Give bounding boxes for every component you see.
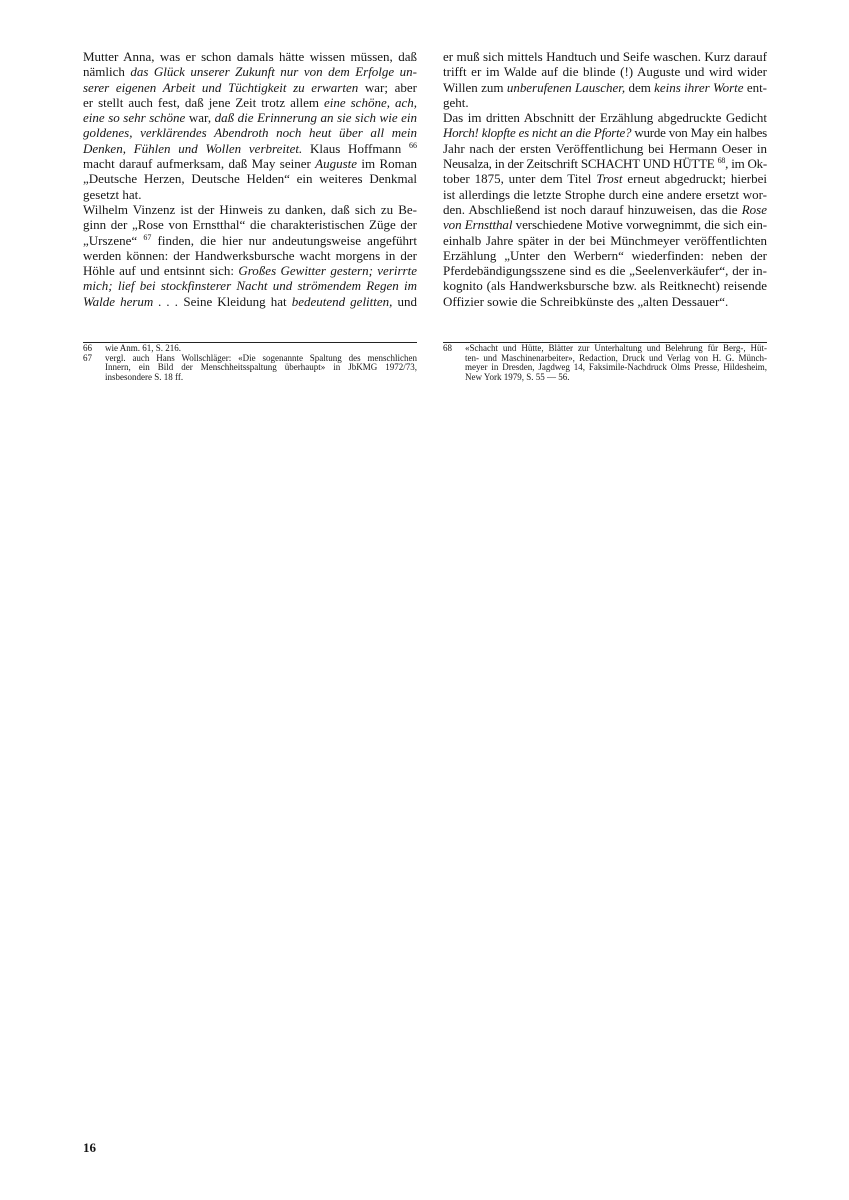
text-line: [443, 248, 767, 263]
text-run: Mutter Anna, was er schon damals hätte wissen müssen, daß: [83, 49, 417, 64]
text-run: Willen zum: [443, 79, 507, 95]
emphasized-text: von Ernstthal: [443, 217, 513, 233]
text-line: [443, 156, 767, 171]
text-run: er stellt auch fest, daß jene Zeit trotz allem: [83, 94, 324, 110]
left-text-column: [83, 49, 417, 309]
text-line: [83, 294, 417, 309]
text-run: dem: [625, 79, 655, 95]
text-run: erneut abgedruckt; hierbei: [622, 171, 767, 187]
text-run: Das im dritten Abschnitt der Erzählung abgedruckte Gedicht: [443, 110, 767, 126]
text-run: war,: [185, 110, 215, 126]
text-line: [443, 233, 767, 248]
text-run: gesetzt hat.: [83, 186, 142, 202]
text-line: [83, 248, 417, 263]
footnotes-left: [83, 344, 417, 382]
text-line: [443, 110, 767, 125]
text-run: Höhle auf und entsinnt sich:: [83, 263, 239, 279]
text-line: [83, 278, 417, 293]
emphasized-text: unberufenen Lauscher,: [506, 79, 626, 95]
text-line: [443, 95, 767, 110]
emphasized-text: Rose: [741, 201, 767, 217]
text-run: tober 1875, unter dem Titel: [443, 171, 597, 187]
page-number: 16: [83, 1140, 96, 1155]
text-run: ginn der „Rose von Ernstthal“ die charakteristischen Züge der: [83, 217, 417, 233]
text-run: Seine Kleidung hat: [178, 293, 292, 309]
text-run: , im Ok-: [725, 156, 768, 172]
footnote-line: ten- und Maschinenarbeiter», Redaction, Druck und Verlag von H. G. Münch-: [465, 352, 767, 363]
emphasized-text: keins ihrer Worte: [654, 79, 744, 95]
text-line: [83, 110, 417, 125]
footnote-reference: 68: [717, 156, 726, 166]
text-line: [83, 95, 417, 110]
footnote-number: 67: [83, 352, 92, 363]
emphasized-text: Großes Gewitter gestern; verirrte: [238, 263, 417, 279]
emphasized-text: Denken, Fühlen und Wollen verbreitet.: [83, 140, 303, 156]
text-run: trifft er im Walde auf die blinde (!) Auguste und wird wider: [443, 64, 767, 80]
paragraph: [83, 202, 417, 309]
footnote-text: [105, 354, 417, 383]
text-run: und: [392, 293, 417, 309]
text-run: Wilhelm Vinzenz ist der Hinweis zu danken, daß sich zu Be-: [83, 201, 417, 217]
footnote-line: «Schacht und Hütte, Blätter zur Unterhaltung und Belehrung für Berg-, Hüt-: [465, 343, 767, 353]
footnote-line: Innern, ein Bild der Menschheitsspaltung überhaupt» in JbKMG 1972/73,: [105, 362, 417, 372]
text-run: Neusalza, in der Zeitschrift SCHACHT UND HÜTTE: [443, 156, 718, 172]
text-line: [83, 125, 417, 140]
text-run: Klaus Hoffmann: [302, 140, 409, 156]
text-run: ent-: [743, 79, 767, 95]
footnote-text: [465, 344, 767, 382]
text-line: [443, 64, 767, 79]
paragraph: [443, 110, 767, 309]
footnote-line: New York 1979, S. 55 — 56.: [465, 371, 570, 382]
text-line: [83, 156, 417, 171]
right-text-column: [443, 49, 767, 309]
footnote: [83, 354, 417, 383]
emphasized-text: Trost: [596, 171, 623, 187]
emphasized-text: das Glück unserer Zukunft nur von dem Erfolge un-: [130, 64, 417, 80]
text-line: [443, 278, 767, 293]
emphasized-text: Walde herum . . .: [83, 293, 179, 309]
footnotes-right: [443, 344, 767, 382]
text-line: [83, 49, 417, 64]
text-line: [83, 217, 417, 232]
text-run: war; aber: [358, 79, 417, 95]
emphasized-text: eine so sehr schöne: [83, 110, 186, 126]
footnote: [443, 344, 767, 382]
footnote-line: vergl. auch Hans Wollschläger: «Die sogenannte Spaltung des menschlichen: [105, 352, 417, 363]
emphasized-text: Horch! klopfte es nicht an die Pforte?: [443, 125, 632, 141]
text-run: im Roman: [357, 156, 418, 172]
text-line: [443, 202, 767, 217]
text-run: ist allerdings die letzte Strophe durch eine andere ersetzt wor-: [443, 186, 767, 202]
paragraph: [83, 49, 417, 202]
text-line: [443, 217, 767, 232]
emphasized-text: daß die Erinnerung an sie sich wie ein: [214, 110, 418, 126]
text-line: [83, 64, 417, 79]
text-line: [443, 49, 767, 64]
text-line: [443, 171, 767, 186]
emphasized-text: eine schöne, ach,: [323, 94, 417, 110]
text-run: Jahr nach der ersten Veröffentlichung bei Hermann Oeser in: [443, 140, 767, 156]
text-run: Pferdebändigungsszene sind es die „Seelenverkäufer“, der in-: [443, 263, 767, 279]
text-line: [443, 141, 767, 156]
text-run: werden können: der Handwerksbursche wacht morgens in der: [83, 247, 417, 263]
text-line: [83, 202, 417, 217]
text-run: Erzählung „Unter den Werbern“ wiederfinden: neben der: [443, 247, 767, 263]
text-run: verschiedene Motive vorwegnimmt, die sich ein-: [512, 217, 767, 233]
text-line: [443, 80, 767, 95]
footnote-reference: 66: [409, 140, 417, 150]
text-run: einhalb Jahre später in der bei Münchmeyer veröffentlichten: [443, 232, 767, 248]
footnote-line: wie Anm. 61, S. 216.: [105, 343, 182, 353]
emphasized-text: bedeutend gelitten,: [291, 293, 393, 309]
text-run: kognito (als Handwerksbursche bzw. als Reitknecht) reisende: [443, 278, 767, 294]
footnote-number: 68: [443, 343, 452, 353]
footnote-reference: 67: [143, 232, 152, 242]
emphasized-text: Auguste: [315, 156, 358, 172]
text-run: finden, die hier nur andeutungsweise angeführt: [151, 232, 417, 248]
text-run: „Urszene“: [83, 232, 144, 248]
footnote-number: 66: [83, 343, 92, 353]
text-run: Offizier sowie die Schreibkünste des „alten Dessauer“.: [443, 293, 729, 309]
text-line: [83, 171, 417, 186]
paragraph: [443, 49, 767, 110]
footnote-line: insbesondere S. 18 ff.: [105, 371, 184, 382]
emphasized-text: mich; lief bei stockfinsterer Nacht und strömendem Regen im: [83, 278, 417, 294]
text-line: [83, 80, 417, 95]
text-line: [443, 187, 767, 202]
text-line: [83, 141, 417, 156]
text-line: [83, 187, 417, 202]
text-run: den. Abschließend ist noch darauf hinzuweisen, das die: [443, 201, 742, 217]
emphasized-text: serer eigenen Arbeit und Tüchtigkeit zu erwarten: [83, 79, 359, 95]
text-line: [83, 233, 417, 248]
footnote-line: meyer in Dresden, Jagdweg 14, Faksimile-Nachdruck Olms Presse, Hildesheim,: [465, 362, 767, 372]
text-line: [443, 125, 767, 140]
text-line: [443, 263, 767, 278]
text-run: geht.: [443, 94, 469, 110]
text-run: er muß sich mittels Handtuch und Seife waschen. Kurz darauf: [443, 49, 767, 64]
text-line: [443, 294, 767, 309]
text-line: [83, 263, 417, 278]
text-run: wurde von May ein halbes: [631, 125, 767, 141]
text-run: nämlich: [83, 64, 131, 80]
text-run: „Deutsche Herzen, Deutsche Helden“ ein weiteres Denkmal: [83, 171, 417, 187]
emphasized-text: goldenes, verklärendes Abendroth noch heut über all mein: [83, 125, 417, 141]
text-run: macht darauf aufmerksam, daß May seiner: [83, 156, 316, 172]
